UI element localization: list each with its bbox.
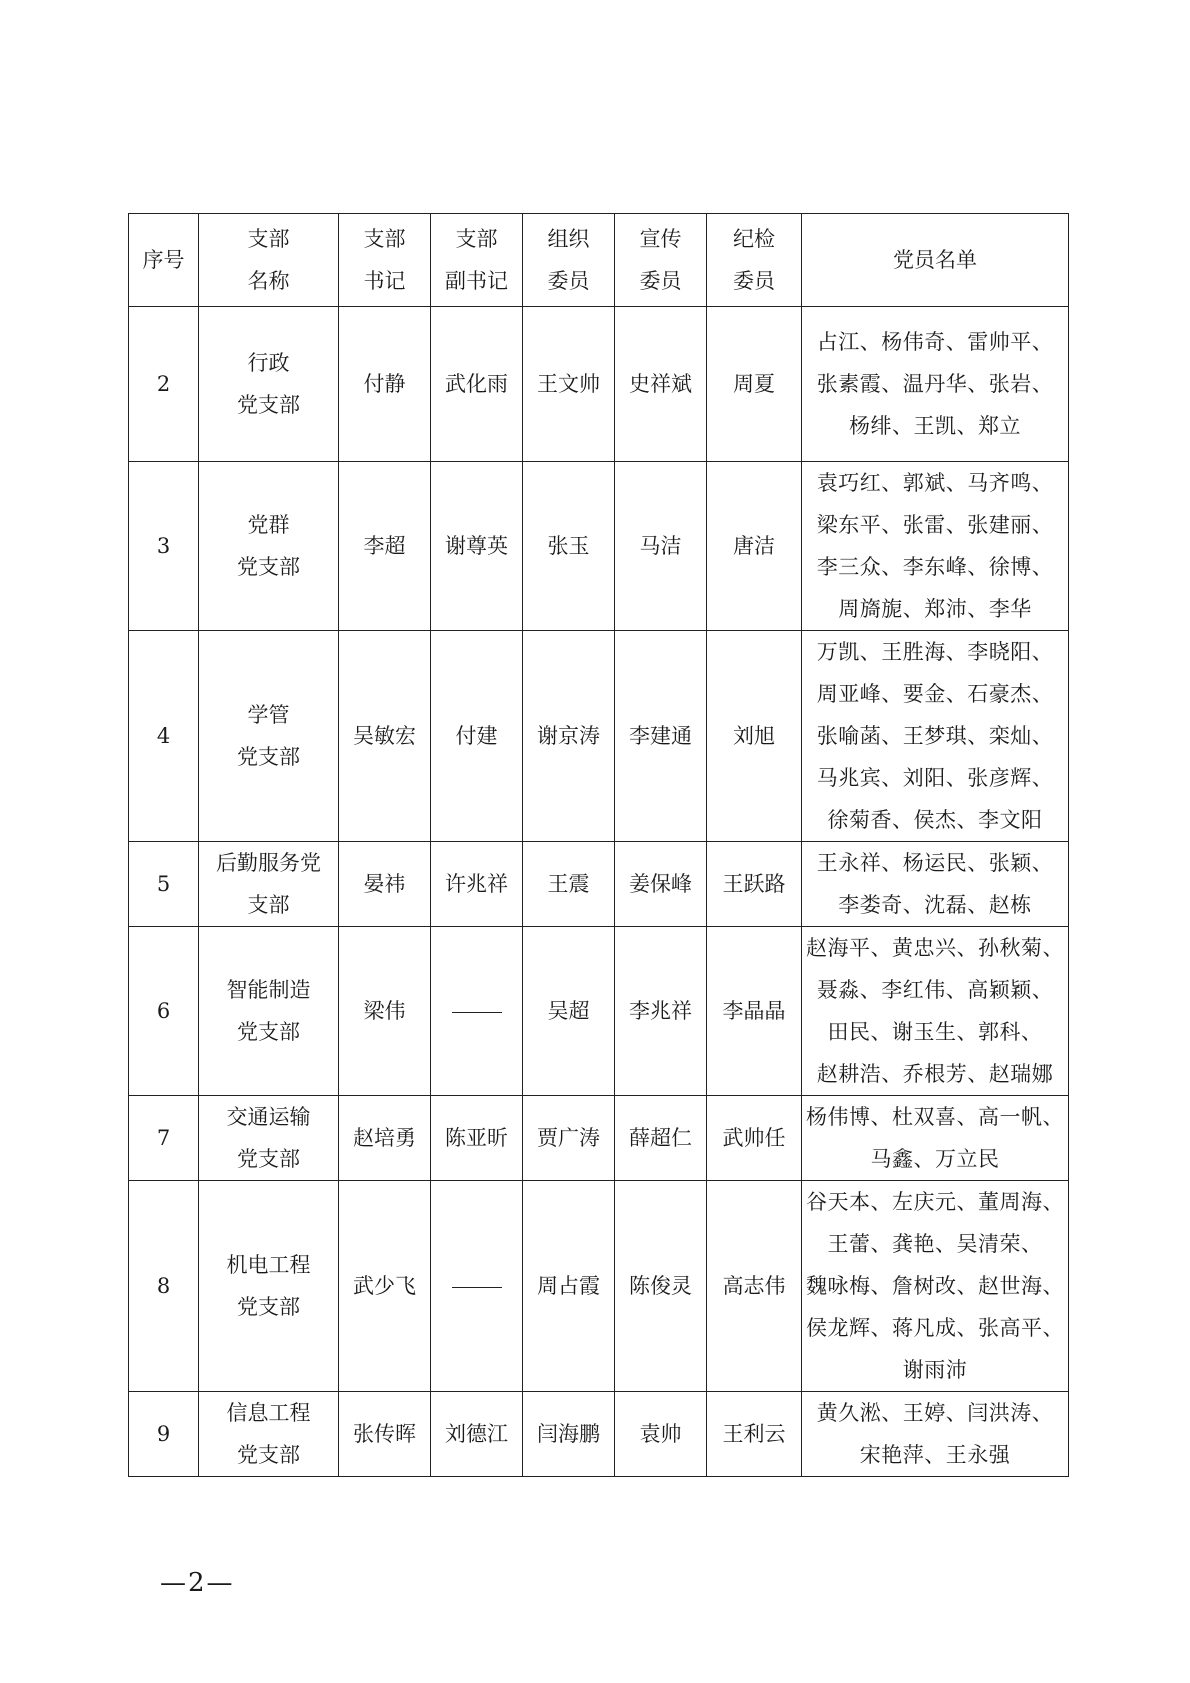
publicity-member: 马洁 [615, 462, 707, 631]
member-line: 李三众、李东峰、徐博、 [816, 555, 1054, 579]
deputy-secretary: 谢尊英 [431, 462, 523, 631]
branch-name [199, 462, 339, 631]
discipline-member: 周夏 [707, 307, 802, 462]
member-list [802, 1392, 1069, 1477]
member-line: 徐菊香、侯杰、李文阳 [827, 808, 1043, 832]
deputy-secretary: 陈亚昕 [431, 1096, 523, 1181]
secretary: 晏祎 [339, 842, 431, 927]
table-row [129, 631, 1069, 842]
discipline-member: 武帅任 [707, 1096, 802, 1181]
header-seq: 序号 [129, 214, 199, 307]
member-list [802, 631, 1069, 842]
publicity-member: 袁帅 [615, 1392, 707, 1477]
member-line: 宋艳萍、王永强 [859, 1443, 1011, 1467]
branch-name [199, 307, 339, 462]
header-publicity-member: 宣传 委员 [615, 214, 707, 307]
table-row [129, 462, 1069, 631]
branch-name-line: 学管 [247, 703, 290, 727]
publicity-member: 陈俊灵 [615, 1181, 707, 1392]
member-line: 赵海平、黄忠兴、孙秋菊、 [806, 936, 1064, 960]
branch-name-line: 党支部 [237, 555, 300, 579]
member-list [802, 842, 1069, 927]
deputy-secretary: 刘德江 [431, 1392, 523, 1477]
member-line: 黄久淞、王婷、闫洪涛、 [816, 1401, 1054, 1425]
secretary: 赵培勇 [339, 1096, 431, 1181]
branch-name-line: 机电工程 [226, 1253, 311, 1277]
row-number: 6 [129, 927, 199, 1096]
empty-dash [452, 1287, 502, 1288]
branch-name [199, 1181, 339, 1392]
table-row [129, 1096, 1069, 1181]
member-line: 占江、杨伟奇、雷帅平、 [816, 330, 1054, 354]
member-line: 袁巧红、郭斌、马齐鸣、 [816, 471, 1054, 495]
member-list [802, 927, 1069, 1096]
member-line: 侯龙辉、蒋凡成、张高平、 [806, 1316, 1064, 1340]
member-list [802, 1181, 1069, 1392]
header-deputy-secretary: 支部 副书记 [431, 214, 523, 307]
organization-member: 王文帅 [523, 307, 615, 462]
organization-member: 贾广涛 [523, 1096, 615, 1181]
header-member-list: 党员名单 [802, 214, 1069, 307]
branch-name-line: 党支部 [237, 1443, 300, 1467]
branch-name-line: 支部 [247, 893, 290, 917]
member-line: 田民、谢玉生、郭科、 [827, 1020, 1043, 1044]
secretary: 付静 [339, 307, 431, 462]
header-secretary: 支部 书记 [339, 214, 431, 307]
member-line: 张素霞、温丹华、张岩、 [816, 372, 1054, 396]
member-line: 李娄奇、沈磊、赵栋 [838, 893, 1032, 917]
table-row [129, 927, 1069, 1096]
discipline-member: 李晶晶 [707, 927, 802, 1096]
discipline-member: 王利云 [707, 1392, 802, 1477]
deputy-secretary [431, 1181, 523, 1392]
discipline-member: 高志伟 [707, 1181, 802, 1392]
branch-name-line: 交通运输 [226, 1105, 311, 1129]
publicity-member: 史祥斌 [615, 307, 707, 462]
branch-name [199, 1392, 339, 1477]
member-line: 杨伟博、杜双喜、高一帆、 [806, 1105, 1064, 1129]
secretary: 武少飞 [339, 1181, 431, 1392]
member-line: 马鑫、万立民 [870, 1147, 1000, 1171]
member-line: 聂淼、李红伟、高颖颖、 [816, 978, 1054, 1002]
member-line: 马兆宾、刘阳、张彦辉、 [816, 766, 1054, 790]
branch-name-line: 党支部 [237, 745, 300, 769]
table-row [129, 307, 1069, 462]
deputy-secretary: 武化雨 [431, 307, 523, 462]
organization-member: 吴超 [523, 927, 615, 1096]
header-organization-member: 组织 委员 [523, 214, 615, 307]
member-line: 周旖旎、郑沛、李华 [838, 597, 1032, 621]
row-number: 2 [129, 307, 199, 462]
member-line: 万凯、王胜海、李晓阳、 [816, 640, 1054, 664]
header-branch-name: 支部 名称 [199, 214, 339, 307]
row-number: 9 [129, 1392, 199, 1477]
deputy-secretary [431, 927, 523, 1096]
branch-name-line: 行政 [247, 351, 290, 375]
organization-member: 张玉 [523, 462, 615, 631]
publicity-member: 姜保峰 [615, 842, 707, 927]
organization-member: 闫海鹏 [523, 1392, 615, 1477]
branch-name [199, 927, 339, 1096]
row-number: 5 [129, 842, 199, 927]
deputy-secretary: 付建 [431, 631, 523, 842]
member-line: 谷天本、左庆元、董周海、 [806, 1190, 1064, 1214]
branch-name-line: 党支部 [237, 393, 300, 417]
discipline-member: 王跃路 [707, 842, 802, 927]
branch-name-line: 后勤服务党 [216, 851, 321, 875]
member-line: 张喻菡、王梦琪、栾灿、 [816, 724, 1054, 748]
branch-name [199, 842, 339, 927]
branch-name-line: 信息工程 [226, 1401, 311, 1425]
header-discipline-member: 纪检 委员 [707, 214, 802, 307]
organization-member: 周占霞 [523, 1181, 615, 1392]
secretary: 吴敏宏 [339, 631, 431, 842]
organization-member: 谢京涛 [523, 631, 615, 842]
table-row [129, 1392, 1069, 1477]
party-branch-table [128, 213, 1069, 1477]
member-line: 魏咏梅、詹树改、赵世海、 [806, 1274, 1064, 1298]
member-line: 周亚峰、要金、石豪杰、 [816, 682, 1054, 706]
member-list [802, 462, 1069, 631]
member-line: 杨绯、王凯、郑立 [849, 414, 1021, 438]
row-number: 3 [129, 462, 199, 631]
member-line: 谢雨沛 [902, 1358, 968, 1382]
member-line: 赵耕浩、乔根芳、赵瑞娜 [816, 1062, 1054, 1086]
row-number: 7 [129, 1096, 199, 1181]
page-number: —2— [160, 1568, 235, 1598]
member-line: 梁东平、张雷、张建丽、 [816, 513, 1054, 537]
member-list [802, 1096, 1069, 1181]
branch-name-line: 党支部 [237, 1020, 300, 1044]
member-list [802, 307, 1069, 462]
member-line: 王蕾、龚艳、吴清荣、 [827, 1232, 1043, 1256]
organization-member: 王震 [523, 842, 615, 927]
table-row [129, 1181, 1069, 1392]
branch-name [199, 631, 339, 842]
table-row [129, 842, 1069, 927]
row-number: 8 [129, 1181, 199, 1392]
publicity-member: 薛超仁 [615, 1096, 707, 1181]
branch-name-line: 党支部 [237, 1295, 300, 1319]
discipline-member: 刘旭 [707, 631, 802, 842]
branch-name-line: 智能制造 [226, 978, 311, 1002]
row-number: 4 [129, 631, 199, 842]
secretary: 梁伟 [339, 927, 431, 1096]
member-line: 王永祥、杨运民、张颖、 [816, 851, 1054, 875]
publicity-member: 李建通 [615, 631, 707, 842]
table-header-row [129, 214, 1069, 307]
secretary: 张传晖 [339, 1392, 431, 1477]
deputy-secretary: 许兆祥 [431, 842, 523, 927]
empty-dash [452, 1012, 502, 1013]
branch-name [199, 1096, 339, 1181]
discipline-member: 唐洁 [707, 462, 802, 631]
secretary: 李超 [339, 462, 431, 631]
branch-name-line: 党支部 [237, 1147, 300, 1171]
branch-name-line: 党群 [247, 513, 290, 537]
publicity-member: 李兆祥 [615, 927, 707, 1096]
